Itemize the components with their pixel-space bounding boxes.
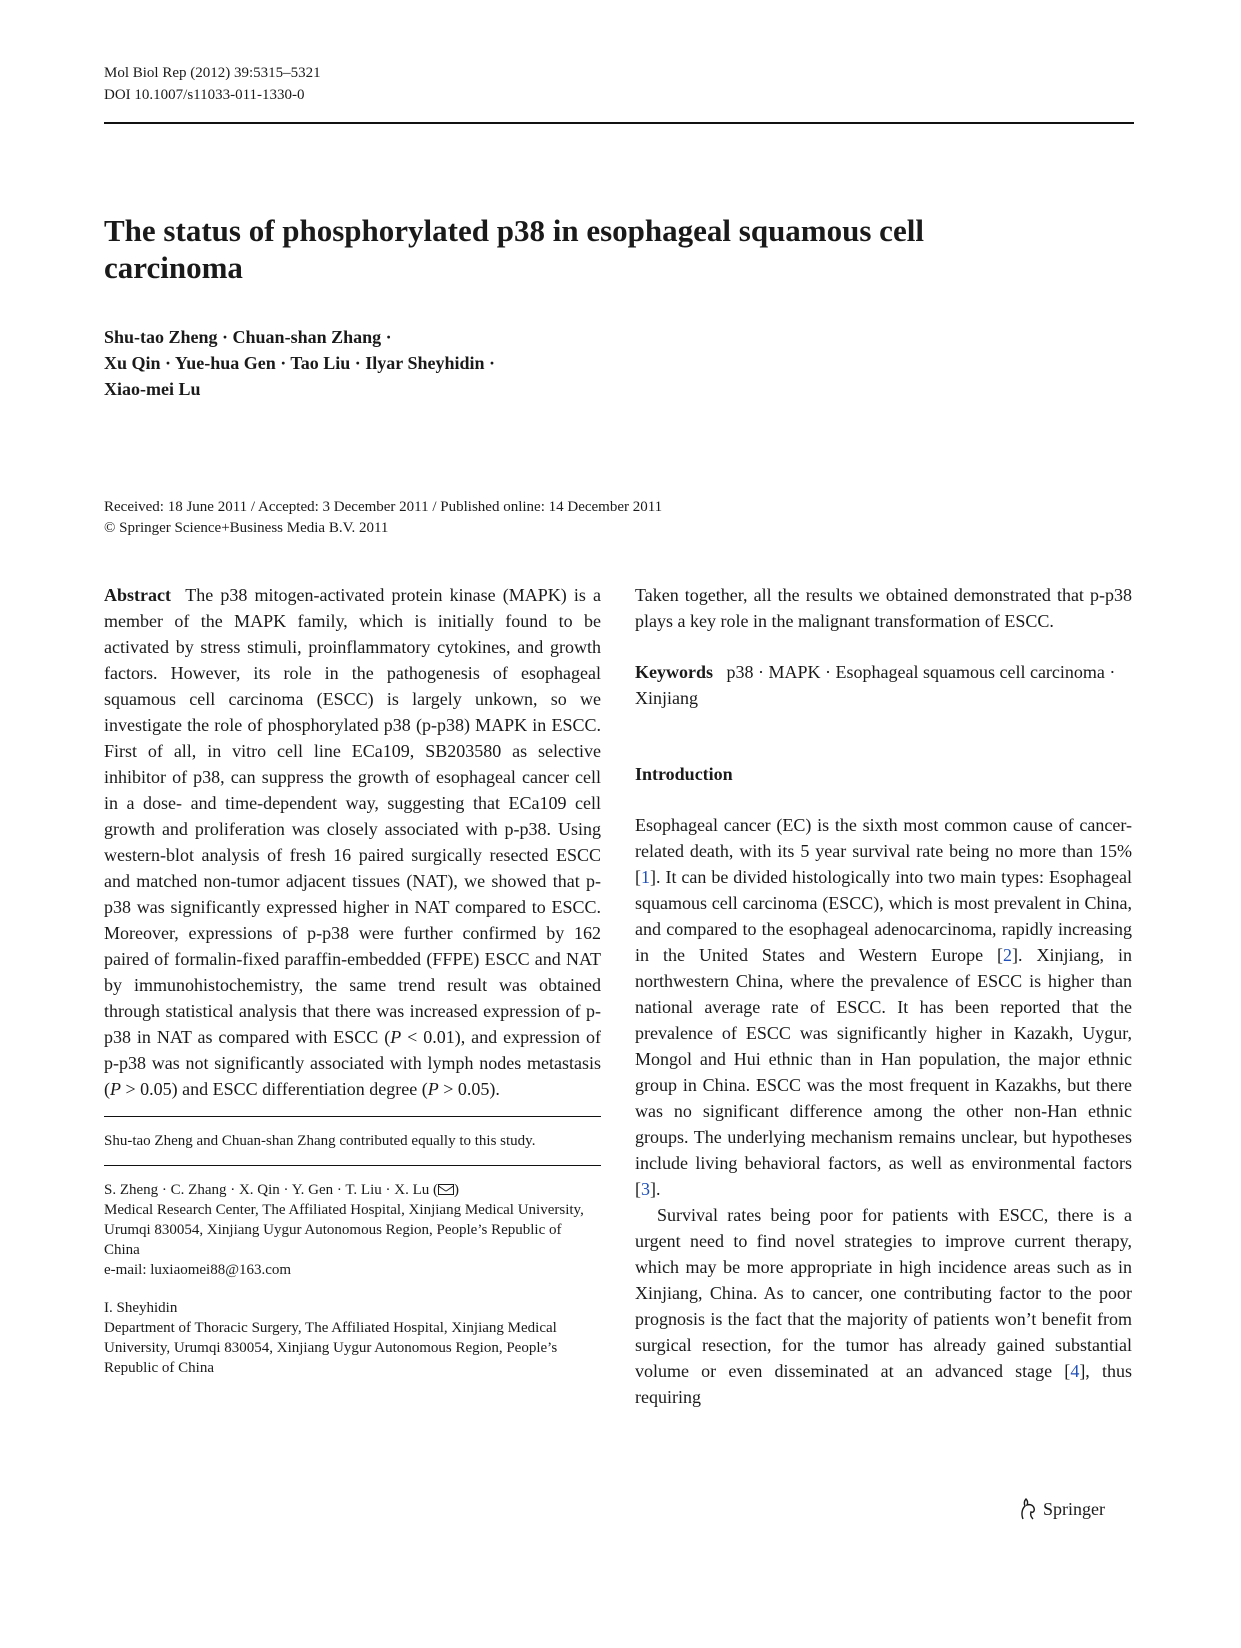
abstract: [104, 582, 601, 1102]
equal-contribution-footnote: Shu-tao Zheng and Chuan-shan Zhang contributed equally to this study.: [104, 1133, 536, 1149]
author-list: [104, 324, 495, 402]
affiliation-names-end: ): [453, 1182, 459, 1198]
p-value-symbol: P: [427, 1079, 439, 1099]
copyright: © Springer Science+Business Media B.V. 2011: [104, 520, 389, 536]
publisher-logo: [1018, 1498, 1105, 1520]
abstract-text: > 0.05).: [438, 1079, 500, 1099]
right-column: [635, 582, 1132, 1410]
header-rule: [104, 122, 1134, 124]
corresponding-email[interactable]: e-mail: luxiaomei88@163.com: [104, 1262, 292, 1278]
springer-horse-icon: [1018, 1498, 1038, 1520]
citation-link[interactable]: 2: [1003, 945, 1013, 965]
affiliation-name: I. Sheyhidin: [104, 1300, 178, 1316]
affiliation-primary: [104, 1180, 601, 1280]
footnote-rule: [104, 1116, 601, 1117]
affiliation-address: Department of Thoracic Surgery, The Affiliated Hospital, Xinjiang Medical University, Urumqi 830054, Xinjiang Uygur Autonomous Region, People’s Republic of China: [104, 1320, 558, 1376]
abstract-text: < 0.01), and expression of p-p38 was not significantly associated with lymph nodes metastasis (: [104, 1027, 601, 1099]
author-line: Shu-tao Zheng · Chuan-shan Zhang ·: [104, 327, 392, 347]
keywords-text: p38 · MAPK · Esophageal squamous cell carcinoma · Xinjiang: [635, 662, 1116, 708]
section-heading-introduction: Introduction: [635, 764, 733, 784]
affiliation-secondary: [104, 1298, 601, 1378]
affiliation-names: S. Zheng · C. Zhang · X. Qin · Y. Gen · T. Liu · X. Lu (: [104, 1182, 438, 1198]
article-title: The status of phosphorylated p38 in esophageal squamous cell carcinoma: [104, 213, 924, 285]
intro-text: ]. It can be divided histologically into two main types: Esophageal squamous cell carcinoma (ESCC), which is most prevalent in China, and compared to the esophageal adenocarcinoma, rapidly increasing in the United States and Western Europe [: [635, 867, 1132, 965]
abstract-label: Abstract: [104, 585, 171, 605]
publisher-name: Springer: [1043, 1498, 1105, 1519]
footnote-rule: [104, 1165, 601, 1166]
intro-text: ]. Xinjiang, in northwestern China, where the prevalence of ESCC is higher than national average rate of ESCC. It has been reported that the prevalence of ESCC was significantly higher in Kazakh, Uygur, Mongol and Hui ethnic than in Han population, the major ethnic group in China. ESCC was the most frequent in Kazakhs, but there was no significant difference among the other non-Han ethnic groups. The underlying mechanism remains unclear, but hypotheses include living behavioral factors, as well as environmental factors [: [635, 945, 1132, 1199]
keywords: [635, 659, 1132, 711]
citation-link[interactable]: 1: [641, 867, 650, 887]
intro-text: Survival rates being poor for patients with ESCC, there is a urgent need to find novel strategies to improve current therapy, which may be more appropriate in high incidence areas such as in Xinjiang, China. As to cancer, one contributing factor to the poor prognosis is the fact that the majority of patients won’t benefit from surgical resection, for the tumor has already gained substantial volume or even disseminated at an advanced stage [: [635, 1205, 1132, 1381]
author-line: Xiao-mei Lu: [104, 379, 201, 399]
abstract-continuation: Taken together, all the results we obtained demonstrated that p-p38 plays a key role in the malignant transformation of ESCC.: [635, 585, 1132, 631]
doi: DOI 10.1007/s11033-011-1330-0: [104, 87, 305, 103]
intro-text: ].: [650, 1179, 661, 1199]
p-value-symbol: P: [110, 1079, 121, 1099]
citation-link[interactable]: 3: [641, 1179, 650, 1199]
abstract-text: > 0.05) and ESCC differentiation degree (: [121, 1079, 428, 1099]
p-value-symbol: P: [390, 1027, 402, 1047]
publication-dates: [104, 497, 662, 539]
keywords-label: Keywords: [635, 662, 713, 682]
citation-link[interactable]: 4: [1070, 1361, 1080, 1381]
author-line: Xu Qin · Yue-hua Gen · Tao Liu · Ilyar Sheyhidin ·: [104, 353, 495, 373]
intro-paragraph: [635, 1202, 1132, 1410]
envelope-icon: [438, 1184, 454, 1195]
intro-paragraph: [635, 812, 1132, 1202]
intro-text: Esophageal cancer (EC) is the sixth most common cause of cancer-related death, with its 5 year survival rate being no more than 15% [: [635, 815, 1132, 887]
date-history: Received: 18 June 2011 / Accepted: 3 December 2011 / Published online: 14 December 2011: [104, 499, 663, 515]
abstract-text: The p38 mitogen-activated protein kinase (MAPK) is a member of the MAPK family, which is initially found to be activated by stress stimuli, proinflammatory cytokines, and growth factors. However, its role in the pathogenesis of esophageal squamous cell carcinoma (ESCC) is largely unkown, so we investigate the role of phosphorylated p38 (p-p38) MAPK in ESCC. First of all, in vitro cell line ECa109, SB203580 as selective inhibitor of p38, can suppress the growth of esophageal cancer cell in a dose- and time-dependent way, suggesting that ECa109 cell growth and proliferation was closely associated with p-p38. Using western-blot analysis of fresh 16 paired surgically resected ESCC and matched non-tumor adjacent tissues (NAT), we showed that p-p38 was significantly expressed higher in NAT compared to ESCC. Moreover, expressions of p-p38 were further confirmed by 162 paired of formalin-fixed paraffin-embedded (FFPE) ESCC and NAT by immunohistochemistry, the same trend result was obtained through statistical analysis that there was increased expression of p-p38 in NAT as compared with ESCC (: [104, 585, 601, 1047]
journal-citation: Mol Biol Rep (2012) 39:5315–5321: [104, 65, 321, 81]
left-column: [104, 582, 601, 1378]
affiliation-address: Medical Research Center, The Affiliated Hospital, Xinjiang Medical University, Urumqi 830054, Xinjiang Uygur Autonomous Region, People’s Republic of China: [104, 1202, 584, 1258]
intro-text: ], thus requiring: [635, 1361, 1132, 1407]
journal-header: [104, 62, 321, 106]
